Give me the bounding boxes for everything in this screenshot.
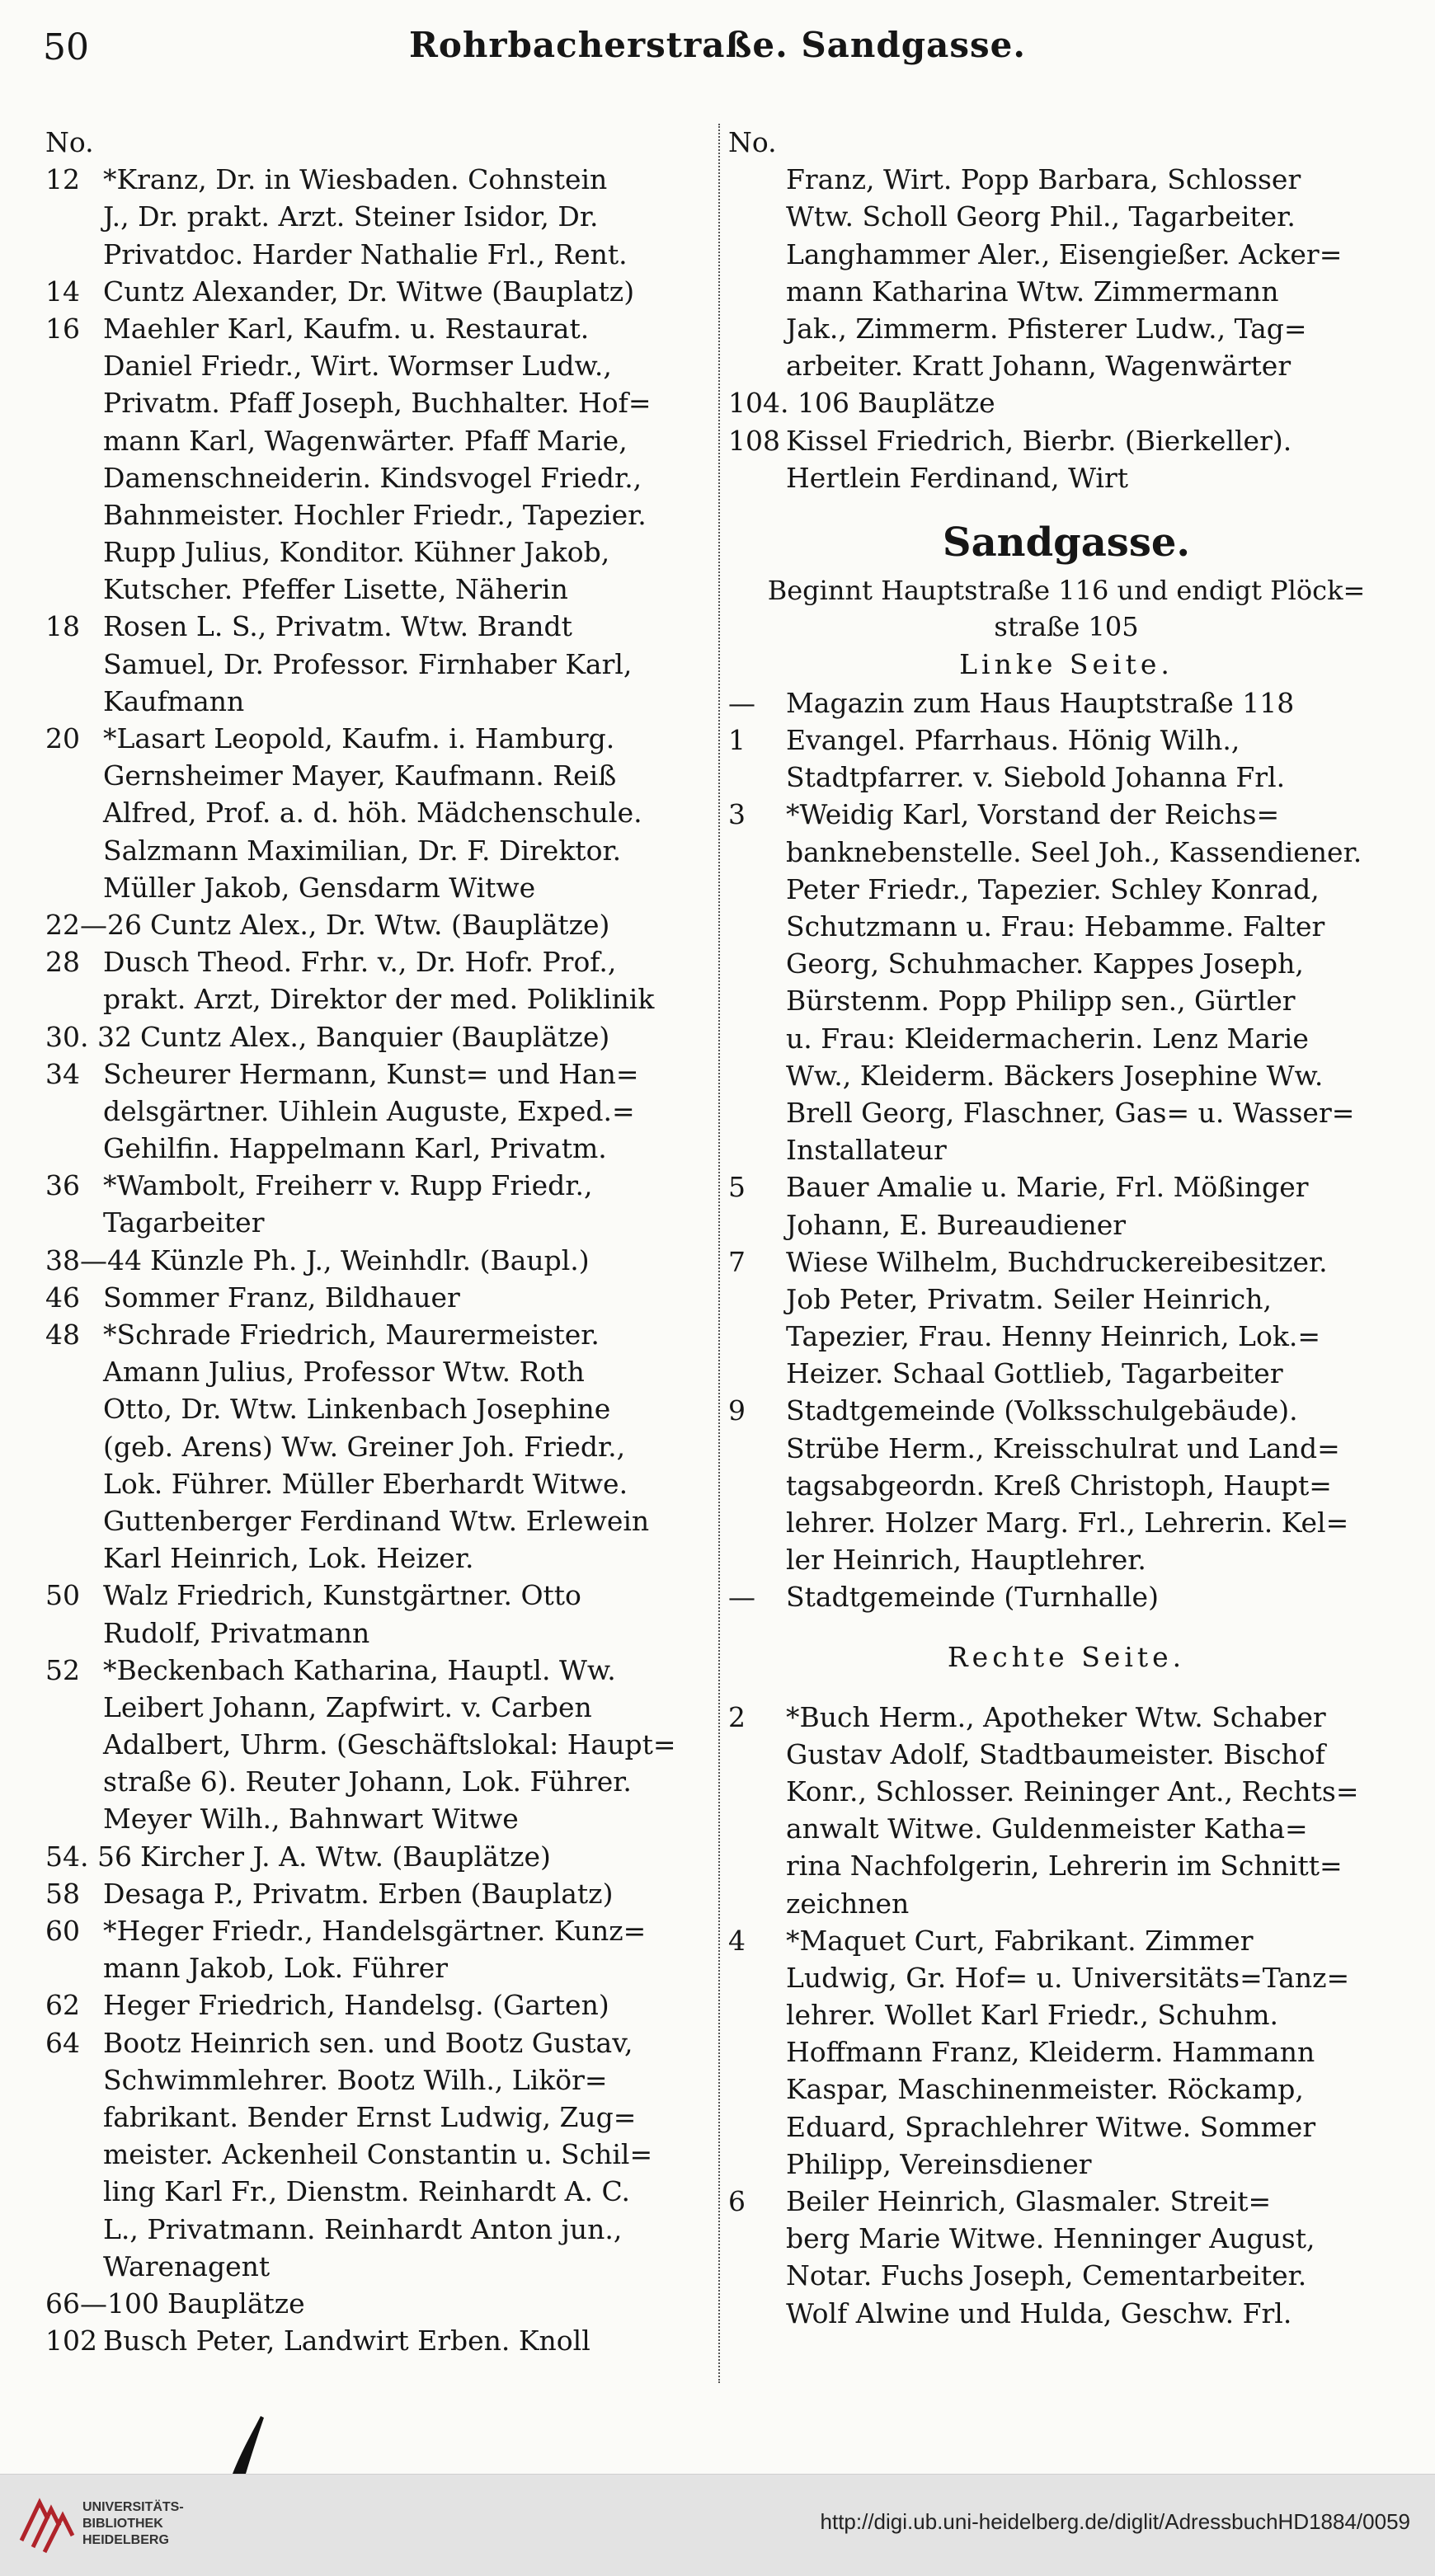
entry-line <box>45 1577 709 1614</box>
entry-continuation-line <box>728 1057 1404 1094</box>
entry-text: Rudolf, Privatmann <box>103 1616 370 1649</box>
entry-continuation-line <box>728 1847 1404 1884</box>
entry-text: Daniel Friedr., Wirt. Wormser Ludw., <box>103 350 612 383</box>
entry-continuation-line <box>728 2295 1404 2332</box>
house-number: 62 <box>45 1989 80 2022</box>
entry-line <box>728 124 1404 161</box>
house-number: 12 <box>45 163 80 196</box>
entry-line <box>45 1652 709 1689</box>
entry-continuation-line <box>728 1206 1404 1243</box>
entry-text: *Wambolt, Freiherr v. Rupp Friedr., <box>103 1169 593 1202</box>
entry-text: mann Katharina Wtw. Zimmermann <box>786 275 1279 308</box>
entry-text: Privatdoc. Harder Nathalie Frl., Rent. <box>103 237 628 270</box>
entry-line <box>45 1242 709 1279</box>
entry-text: Alfred, Prof. a. d. höh. Mädchenschule. <box>103 797 642 830</box>
entry-continuation-line <box>45 534 709 571</box>
entry-continuation-line <box>728 2257 1404 2294</box>
entry-text: Brell Georg, Flaschner, Gas= u. Wasser= <box>786 1096 1355 1129</box>
entry-line <box>45 1986 709 2024</box>
right-side-entries <box>728 1699 1404 2332</box>
entry-line <box>45 124 709 161</box>
entry-continuation-line <box>728 1541 1404 1578</box>
entry-text: Stadtgemeinde (Volksschulgebäude). <box>786 1394 1298 1427</box>
entry-text: berg Marie Witwe. Henninger August, <box>786 2222 1315 2255</box>
entry-text: Bauer Amalie u. Marie, Frl. Mößinger <box>786 1171 1309 1204</box>
entry-text: Bahnmeister. Hochler Friedr., Tapezier. <box>103 498 647 531</box>
entry-continuation-line <box>728 236 1404 273</box>
university-library-logo-icon <box>15 2491 81 2557</box>
entry-continuation-line <box>728 1773 1404 1810</box>
entry-line <box>45 608 709 645</box>
entry-continuation-line <box>728 759 1404 796</box>
entry-continuation-line <box>45 2061 709 2099</box>
house-number: 38—44 <box>45 1243 142 1276</box>
entry-continuation-line <box>728 1318 1404 1355</box>
entry-text: *Weidig Karl, Vorstand der Reichs= <box>786 798 1280 831</box>
entry-text: Strübe Herm., Kreisschulrat und Land= <box>786 1431 1340 1464</box>
entry-continuation-line <box>728 982 1404 1019</box>
entry-continuation-line <box>728 908 1404 945</box>
entry-text: Müller Jakob, Gensdarm Witwe <box>103 871 536 904</box>
entry-line <box>728 1699 1404 1736</box>
right-column-continuation <box>728 124 1404 496</box>
entry-text: ling Karl Fr., Dienstm. Reinhardt A. C. <box>103 2175 631 2208</box>
house-number: 104. 106 <box>728 387 849 420</box>
entry-text: Cuntz Alexander, Dr. Witwe (Bauplatz) <box>103 275 635 308</box>
ink-mark <box>228 2416 277 2474</box>
entry-text: Adalbert, Uhrm. (Geschäftslokal: Haupt= <box>103 1728 676 1761</box>
house-number: 2 <box>728 1700 746 1733</box>
entry-continuation-line <box>728 1736 1404 1773</box>
entry-text: Wiese Wilhelm, Buchdruckereibesitzer. <box>786 1245 1328 1278</box>
entry-text: Kircher J. A. Wtw. (Bauplätze) <box>139 1840 551 1873</box>
entry-line <box>728 1392 1404 1429</box>
entry-text: Philipp, Vereinsdiener <box>786 2147 1092 2180</box>
entry-continuation-line <box>45 1615 709 1652</box>
entry-continuation-line <box>45 459 709 496</box>
entry-text: *Maquet Curt, Fabrikant. Zimmer <box>786 1924 1254 1957</box>
entry-continuation-line <box>728 1504 1404 1541</box>
house-number: 18 <box>45 610 80 643</box>
left-side-title: Linke Seite. <box>959 647 1174 680</box>
entry-text: Damenschneiderin. Kindsvogel Friedr., <box>103 461 642 494</box>
house-number: 3 <box>728 798 746 831</box>
entry-text: Johann, E. Bureaudiener <box>786 1208 1127 1241</box>
house-number: 7 <box>728 1245 746 1278</box>
entry-continuation-line <box>45 1502 709 1539</box>
entry-line <box>45 2285 709 2322</box>
entry-continuation-line <box>728 945 1404 982</box>
entry-continuation-line <box>45 2099 709 2136</box>
entry-continuation-line <box>728 1996 1404 2033</box>
house-number: 22—26 <box>45 908 142 941</box>
house-number: 66—100 <box>45 2287 159 2320</box>
entry-text: Samuel, Dr. Professor. Firnhaber Karl, <box>103 647 633 680</box>
entry-continuation-line <box>45 1539 709 1577</box>
entry-text: Guttenberger Ferdinand Wtw. Erlewein <box>103 1504 650 1537</box>
entry-continuation-line <box>45 1465 709 1502</box>
entry-text: Notar. Fuchs Joseph, Cementarbeiter. <box>786 2259 1307 2292</box>
entry-text: Künzle Ph. J., Weinhdlr. (Baupl.) <box>149 1243 590 1276</box>
entry-continuation-line <box>728 1020 1404 1057</box>
entry-text: Salzmann Maximilian, Dr. F. Direktor. <box>103 834 622 867</box>
entry-continuation-line <box>45 1726 709 1763</box>
entry-text: Lok. Führer. Müller Eberhardt Witwe. <box>103 1467 628 1500</box>
entry-text: lehrer. Wollet Karl Friedr., Schuhm. <box>786 1999 1278 2032</box>
entry-continuation-line <box>45 980 709 1018</box>
entry-continuation-line <box>45 1093 709 1130</box>
entry-text: meister. Ackenheil Constantin u. Schil= <box>103 2138 653 2171</box>
entry-line <box>45 1055 709 1093</box>
entry-line <box>45 906 709 943</box>
entry-text: Rupp Julius, Konditor. Kühner Jakob, <box>103 536 610 569</box>
entry-text: Schwimmlehrer. Bootz Wilh., Likör= <box>103 2063 608 2096</box>
house-number: 52 <box>45 1653 80 1686</box>
entry-continuation-line <box>45 1763 709 1800</box>
entry-continuation-line <box>45 1353 709 1390</box>
house-number: 28 <box>45 946 80 979</box>
entry-continuation-line <box>45 1428 709 1465</box>
source-url-link[interactable]: http://digi.ub.uni-heidelberg.de/diglit/AdressbuchHD1884/0059 <box>820 2509 1410 2534</box>
entry-text: Franz, Wirt. Popp Barbara, Schlosser <box>786 163 1301 196</box>
entry-text: Hoffmann Franz, Kleiderm. Hammann <box>786 2036 1315 2069</box>
entry-text: Wolf Alwine und Hulda, Geschw. Frl. <box>786 2296 1292 2329</box>
entry-continuation-line <box>45 2136 709 2173</box>
entry-text: Leibert Johann, Zapfwirt. v. Carben <box>103 1690 592 1723</box>
entry-text: Stadtpfarrer. v. Siebold Johanna Frl. <box>786 761 1286 794</box>
entry-text: Jak., Zimmerm. Pfisterer Ludw., Tag= <box>786 312 1307 345</box>
column-divider <box>718 124 720 2383</box>
entry-line <box>45 1279 709 1316</box>
house-number: 64 <box>45 2026 80 2059</box>
house-number: 4 <box>728 1924 746 1957</box>
entry-continuation-line <box>45 2211 709 2248</box>
entry-text: Georg, Schuhmacher. Kappes Joseph, <box>786 947 1304 980</box>
entry-continuation-line <box>45 646 709 683</box>
house-number: 34 <box>45 1057 80 1090</box>
entry-line <box>45 273 709 310</box>
entry-text: ler Heinrich, Hauptlehrer. <box>786 1544 1146 1577</box>
house-number: 1 <box>728 724 746 757</box>
entry-text: tagsabgeordn. Kreß Christoph, Haupt= <box>786 1469 1332 1502</box>
entry-text: Amann Julius, Professor Wtw. Roth <box>103 1356 585 1389</box>
entry-text: Kaufmann <box>103 684 245 717</box>
entry-text: Bauplätze <box>167 2287 305 2320</box>
entry-line <box>45 1838 709 1875</box>
entry-line <box>728 722 1404 759</box>
entry-text: *Schrade Friedrich, Maurermeister. <box>103 1319 600 1351</box>
entry-text: Heizer. Schaal Gottlieb, Tagarbeiter <box>786 1357 1283 1390</box>
section-subtitle-line-1: Beginnt Hauptstraße 116 und endigt Plöck= <box>767 574 1366 606</box>
entry-continuation-line <box>45 2173 709 2210</box>
entry-text: Eduard, Sprachlehrer Witwe. Sommer <box>786 2110 1316 2143</box>
entry-continuation-line <box>728 1885 1404 1922</box>
entry-line <box>728 422 1404 459</box>
entry-text: Gehilfin. Happelmann Karl, Privatm. <box>103 1132 607 1165</box>
entry-continuation-line <box>45 1204 709 1241</box>
entry-continuation-line <box>45 1390 709 1427</box>
right-side-title: Rechte Seite. <box>947 1640 1186 1673</box>
entry-text: Wtw. Scholl Georg Phil., Tagarbeiter. <box>786 200 1296 233</box>
entry-text: J., Dr. prakt. Arzt. Steiner Isidor, Dr. <box>103 200 599 233</box>
entry-line <box>728 384 1404 421</box>
entry-line <box>45 1316 709 1353</box>
entry-text: arbeiter. Kratt Johann, Wagenwärter <box>786 350 1292 383</box>
entry-text: Gustav Adolf, Stadtbaumeister. Bischof <box>786 1737 1325 1770</box>
entry-text: Bootz Heinrich sen. und Bootz Gustav, <box>103 2026 633 2059</box>
entry-text: fabrikant. Bender Ernst Ludwig, Zug= <box>103 2100 637 2133</box>
entry-text: Tapezier, Frau. Henny Heinrich, Lok.= <box>786 1320 1320 1353</box>
house-number: 9 <box>728 1394 746 1427</box>
entry-text: Dusch Theod. Frhr. v., Dr. Hofr. Prof., <box>103 946 617 979</box>
left-column <box>45 124 709 2359</box>
entry-text: (geb. Arens) Ww. Greiner Joh. Friedr., <box>103 1430 626 1463</box>
entry-line <box>45 1167 709 1204</box>
entry-text: rina Nachfolgerin, Lehrerin im Schnitt= <box>786 1850 1343 1883</box>
house-number: 108 <box>728 424 780 457</box>
entry-continuation-line <box>45 683 709 720</box>
entry-line <box>45 943 709 980</box>
house-number: 60 <box>45 1915 80 1947</box>
entry-continuation-line <box>728 2071 1404 2108</box>
entry-text: Kaspar, Maschinenmeister. Röckamp, <box>786 2073 1304 2106</box>
house-number: — <box>728 1581 755 1614</box>
entry-text: zeichnen <box>786 1887 910 1920</box>
entry-text: Job Peter, Privatm. Seiler Heinrich, <box>786 1282 1272 1315</box>
entry-text: *Lasart Leopold, Kaufm. i. Hamburg. <box>103 722 615 754</box>
entry-text: lehrer. Holzer Marg. Frl., Lehrerin. Kel= <box>786 1507 1349 1539</box>
house-number: 16 <box>45 312 80 345</box>
entry-text: banknebenstelle. Seel Joh., Kassendiener. <box>786 835 1362 868</box>
entry-text: delsgärtner. Uihlein Auguste, Exped.= <box>103 1094 635 1127</box>
entry-text: Schutzmann u. Frau: Hebamme. Falter <box>786 910 1325 942</box>
entry-continuation-line <box>728 459 1404 496</box>
entry-text: Bauplätze <box>857 387 995 420</box>
entry-text: Cuntz Alex., Dr. Wtw. (Bauplätze) <box>149 908 610 941</box>
entry-line <box>45 1875 709 1912</box>
entry-continuation-line <box>728 2033 1404 2071</box>
entry-text: Heger Friedrich, Handelsg. (Garten) <box>103 1989 609 2022</box>
entry-text: Langhammer Aler., Eisengießer. Acker= <box>786 237 1343 270</box>
house-number: 50 <box>45 1579 80 1612</box>
section-title: Sandgasse. <box>942 519 1191 566</box>
entry-continuation-line <box>45 422 709 459</box>
entry-text: Tagarbeiter <box>103 1206 265 1239</box>
entry-continuation-line <box>728 310 1404 347</box>
house-number: 30. 32 <box>45 1020 132 1053</box>
entry-text: anwalt Witwe. Guldenmeister Katha= <box>786 1812 1308 1845</box>
left-side-entries <box>728 684 1404 1616</box>
entry-continuation-line <box>45 1689 709 1726</box>
entry-text: mann Karl, Wagenwärter. Pfaff Marie, <box>103 424 628 457</box>
entry-line <box>45 1018 709 1055</box>
entry-text: *Beckenbach Katharina, Hauptl. Ww. <box>103 1653 616 1686</box>
entry-continuation-line <box>728 1281 1404 1318</box>
entry-text: Stadtgemeinde (Turnhalle) <box>786 1581 1159 1614</box>
entry-continuation-line <box>45 794 709 831</box>
entry-continuation-line <box>728 1094 1404 1131</box>
entry-continuation-line <box>45 1130 709 1167</box>
entry-continuation-line <box>728 1959 1404 1996</box>
house-number: 14 <box>45 275 80 308</box>
house-number: 54. 56 <box>45 1840 132 1873</box>
entry-continuation-line <box>728 1430 1404 1467</box>
entry-text: Warenagent <box>103 2249 271 2282</box>
house-number: — <box>728 686 755 719</box>
entry-text: Kutscher. Pfeffer Lisette, Näherin <box>103 573 568 606</box>
entry-continuation-line <box>45 198 709 235</box>
entry-text: *Heger Friedr., Handelsgärtner. Kunz= <box>103 1915 647 1947</box>
house-number: 46 <box>45 1281 80 1314</box>
entry-text: mann Jakob, Lok. Führer <box>103 1952 449 1985</box>
entry-text: Sommer Franz, Bildhauer <box>103 1281 460 1314</box>
house-number: 20 <box>45 722 80 754</box>
entry-text: Magazin zum Haus Hauptstraße 118 <box>786 686 1295 719</box>
entry-continuation-line <box>45 757 709 794</box>
entry-line <box>45 1912 709 1949</box>
entry-continuation-line <box>45 2248 709 2285</box>
entry-text: straße 6). Reuter Johann, Lok. Führer. <box>103 1765 632 1798</box>
entry-text: Walz Friedrich, Kunstgärtner. Otto <box>103 1579 581 1612</box>
house-number: 5 <box>728 1171 746 1204</box>
entry-continuation-line <box>45 384 709 421</box>
entry-text: Privatm. Pfaff Joseph, Buchhalter. Hof= <box>103 387 652 420</box>
entry-line <box>45 2322 709 2359</box>
entry-continuation-line <box>45 1949 709 1986</box>
entry-continuation-line <box>728 2146 1404 2183</box>
entry-text: Meyer Wilh., Bahnwart Witwe <box>103 1803 519 1836</box>
entry-text: Hertlein Ferdinand, Wirt <box>786 461 1129 494</box>
house-number: 6 <box>728 2185 746 2217</box>
entry-continuation-line <box>728 2108 1404 2146</box>
house-number: No. <box>45 126 94 158</box>
entry-continuation-line <box>45 832 709 869</box>
entry-continuation-line <box>45 236 709 273</box>
entry-continuation-line <box>728 198 1404 235</box>
entry-continuation-line <box>45 347 709 384</box>
entry-text: Bürstenm. Popp Philipp sen., Gürtler <box>786 985 1296 1018</box>
entry-text: Otto, Dr. Wtw. Linkenbach Josephine <box>103 1393 611 1426</box>
entry-line <box>45 720 709 757</box>
entry-text: u. Frau: Kleidermacherin. Lenz Marie <box>786 1022 1309 1055</box>
entry-text: Desaga P., Privatm. Erben (Bauplatz) <box>103 1877 614 1910</box>
entry-continuation-line <box>728 273 1404 310</box>
entry-text: *Kranz, Dr. in Wiesbaden. Cohnstein <box>103 163 608 196</box>
right-column <box>728 124 1404 2332</box>
running-head: Rohrbacherstraße. Sandgasse. <box>408 25 1027 65</box>
entry-text: Gernsheimer Mayer, Kaufmann. Reiß <box>103 759 617 792</box>
entry-text: *Buch Herm., Apotheker Wtw. Schaber <box>786 1700 1326 1733</box>
house-number: 58 <box>45 1877 80 1910</box>
entry-text: L., Privatmann. Reinhardt Anton jun., <box>103 2212 623 2245</box>
entry-line <box>728 2183 1404 2220</box>
entry-text: Ludwig, Gr. Hof= u. Universitäts=Tanz= <box>786 1961 1350 1994</box>
entry-line <box>728 1243 1404 1281</box>
entry-line <box>728 1168 1404 1206</box>
entry-text: Maehler Karl, Kaufm. u. Restaurat. <box>103 312 590 345</box>
entry-text: Beiler Heinrich, Glasmaler. Streit= <box>786 2185 1272 2217</box>
entry-line <box>45 310 709 347</box>
entry-text: Peter Friedr., Tapezier. Schley Konrad, <box>786 872 1320 905</box>
entry-text: Rosen L. S., Privatm. Wtw. Brandt <box>103 610 572 643</box>
library-name: UNIVERSITÄTS- BIBLIOTHEK HEIDELBERG <box>82 2500 184 2547</box>
entry-continuation-line <box>45 571 709 608</box>
entry-continuation-line <box>45 1800 709 1837</box>
entry-continuation-line <box>728 1467 1404 1504</box>
entry-line <box>728 1922 1404 1959</box>
entry-continuation-line <box>45 496 709 534</box>
entry-continuation-line <box>728 347 1404 384</box>
entry-text: prakt. Arzt, Direktor der med. Poliklinik <box>103 983 655 1016</box>
entry-text: Busch Peter, Landwirt Erben. Knoll <box>103 2325 590 2357</box>
entry-line <box>45 161 709 198</box>
entry-text: Evangel. Pfarrhaus. Hönig Wilh., <box>786 724 1240 757</box>
entry-text: Cuntz Alex., Banquier (Bauplätze) <box>139 1020 610 1053</box>
entry-continuation-line <box>728 1131 1404 1168</box>
entry-text: Installateur <box>786 1134 947 1167</box>
entry-text: Ww., Kleiderm. Bäckers Josephine Ww. <box>786 1059 1324 1092</box>
entry-line <box>728 796 1404 833</box>
entry-line <box>728 684 1404 722</box>
entry-text: Scheurer Hermann, Kunst= und Han= <box>103 1057 639 1090</box>
entry-text: Karl Heinrich, Lok. Heizer. <box>103 1542 474 1575</box>
entry-text: Kissel Friedrich, Bierbr. (Bierkeller). <box>786 424 1292 457</box>
entry-continuation-line <box>728 161 1404 198</box>
entry-continuation-line <box>728 834 1404 871</box>
entry-continuation-line <box>728 871 1404 908</box>
entry-line <box>728 1578 1404 1615</box>
house-number: 36 <box>45 1169 80 1202</box>
house-number: No. <box>728 126 777 158</box>
section-subtitle-line-2: straße 105 <box>994 610 1139 642</box>
entry-continuation-line <box>728 2220 1404 2257</box>
house-number: 102 <box>45 2325 97 2357</box>
entry-text: Konr., Schlosser. Reininger Ant., Rechts= <box>786 1775 1359 1807</box>
entry-continuation-line <box>728 1355 1404 1392</box>
entry-line <box>45 2024 709 2061</box>
page-number: 50 <box>43 26 89 68</box>
house-number: 48 <box>45 1319 80 1351</box>
viewer-footer <box>0 2474 1435 2576</box>
entry-continuation-line <box>728 1810 1404 1847</box>
entry-continuation-line <box>45 869 709 906</box>
